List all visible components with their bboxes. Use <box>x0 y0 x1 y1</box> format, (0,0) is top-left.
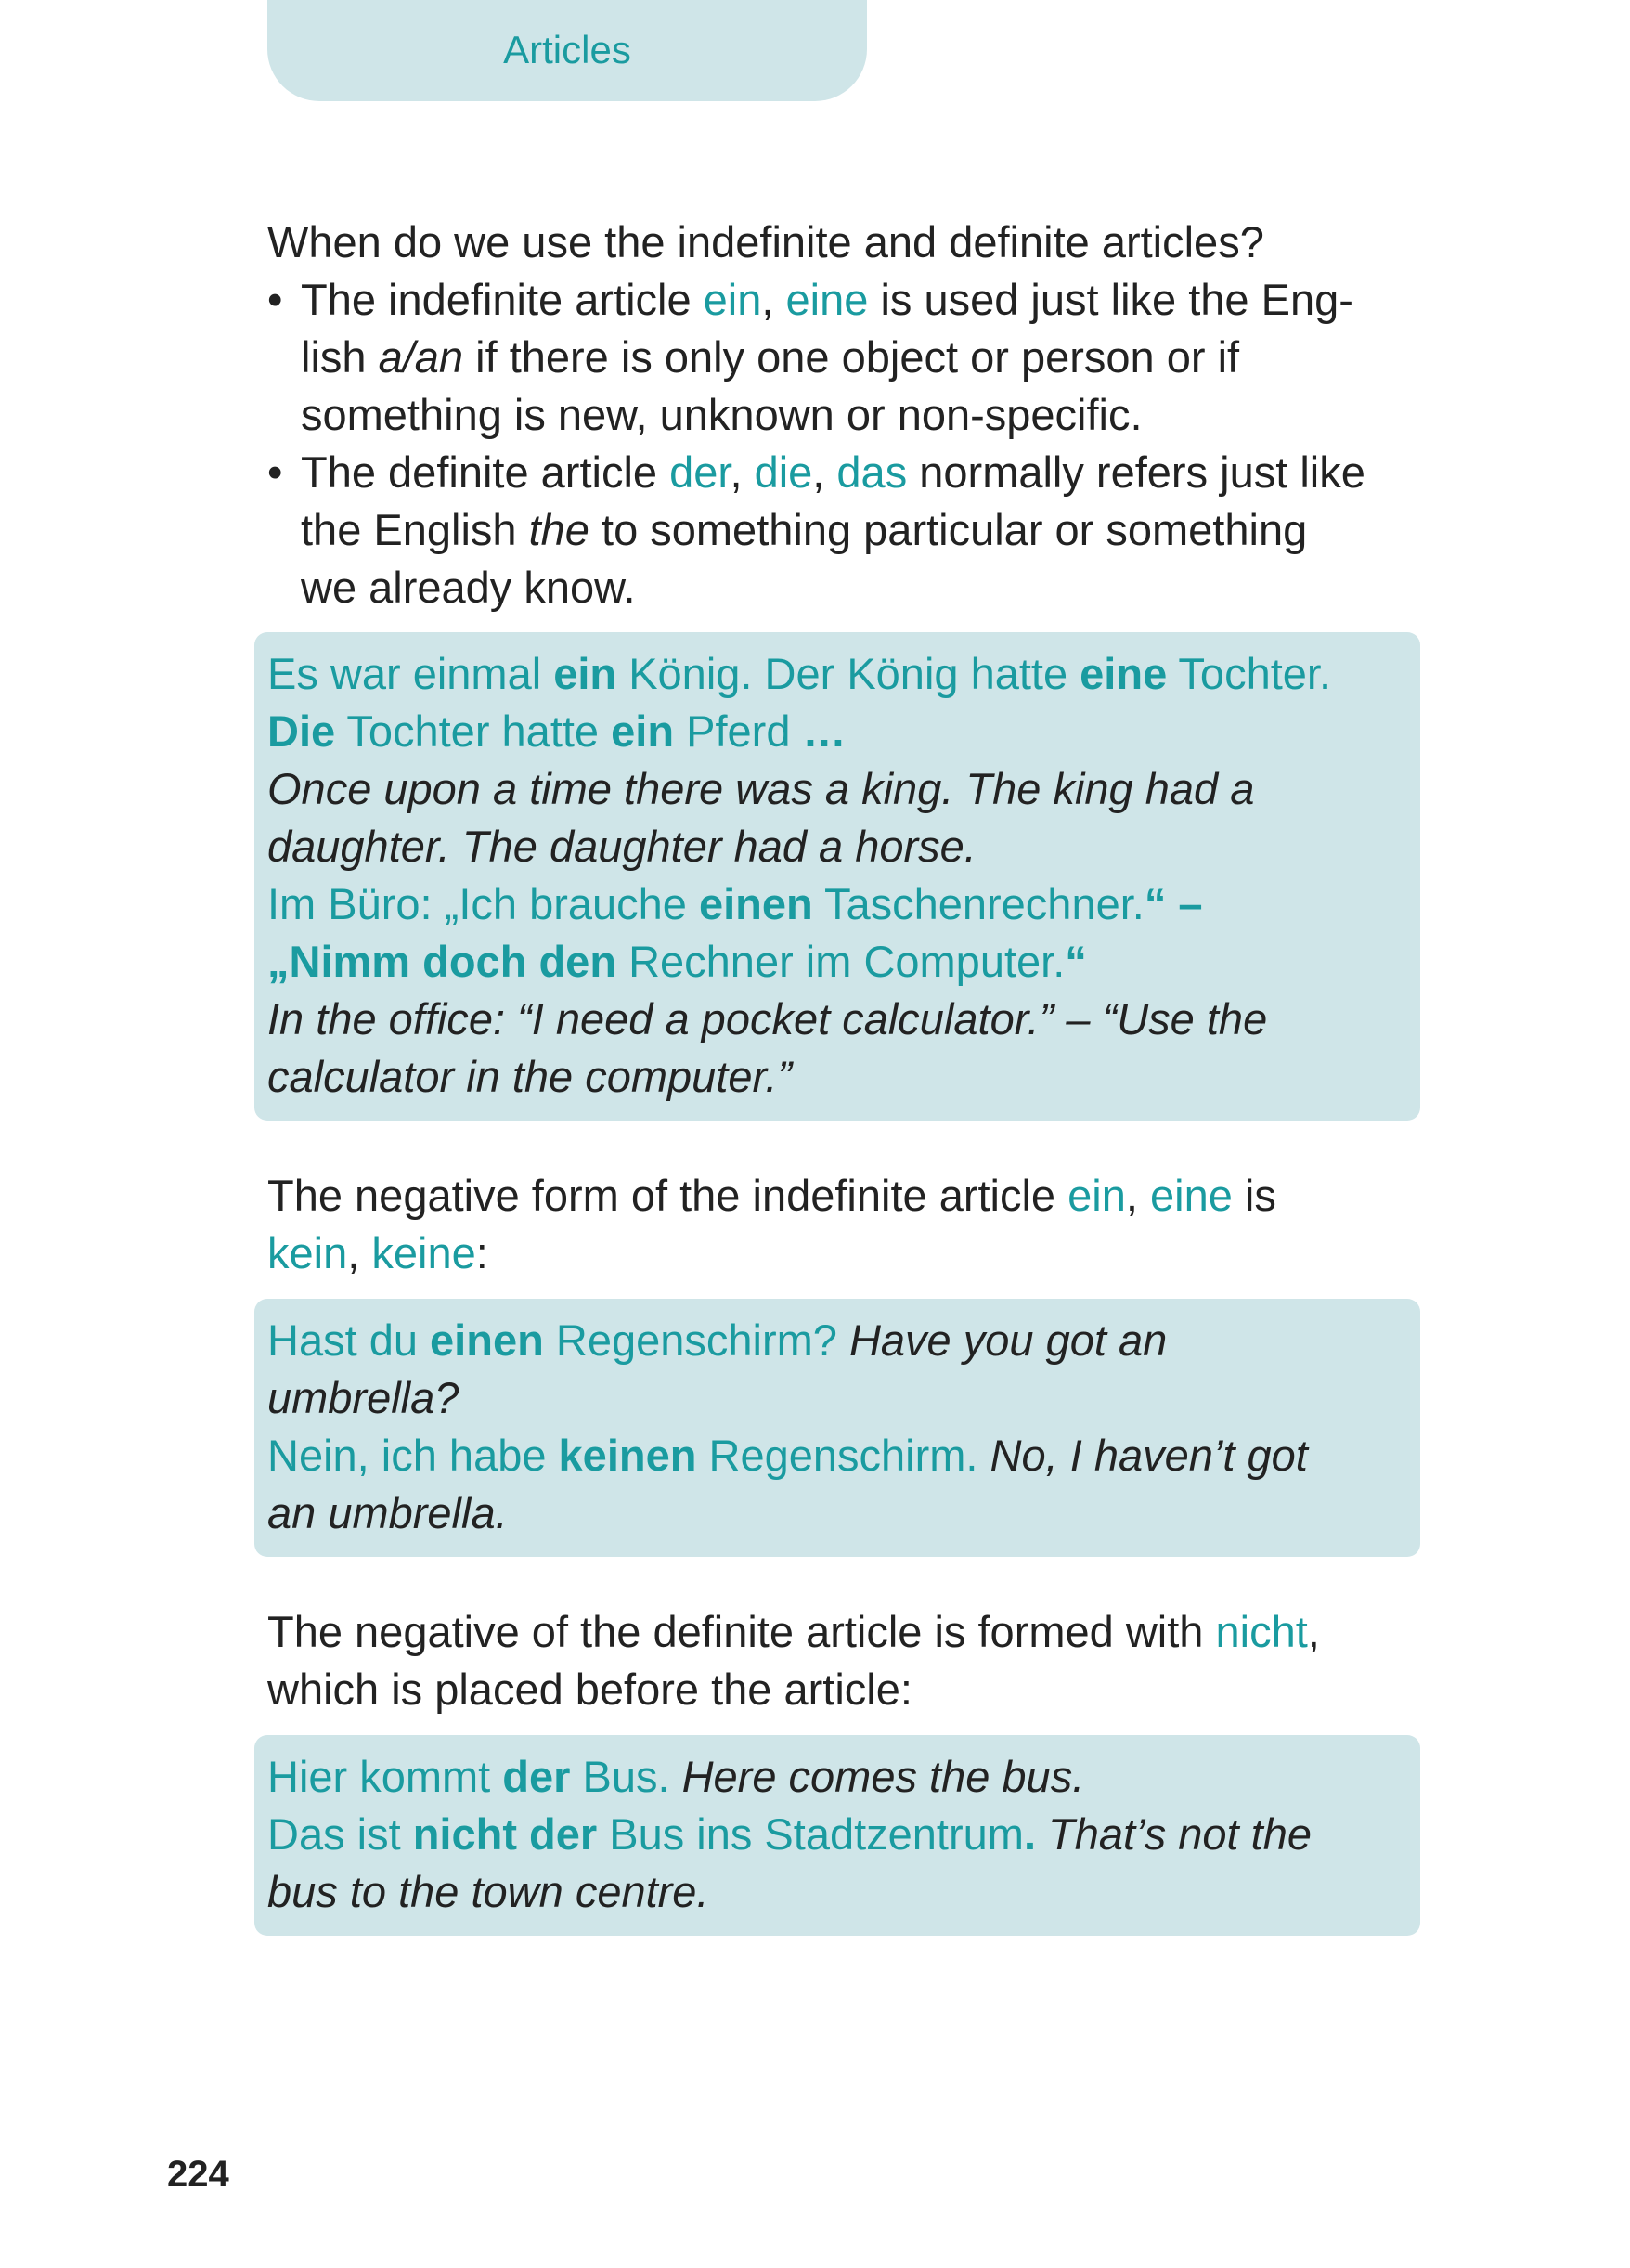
page-content <box>267 214 1423 1936</box>
german-text: Tochter. <box>1167 649 1332 698</box>
english-translation: That’s not the <box>1036 1809 1312 1859</box>
german-article: ein <box>553 649 617 698</box>
term-eine: eine <box>1150 1171 1233 1220</box>
text: to something particular or something <box>589 505 1308 554</box>
text: lish <box>301 332 379 382</box>
bullet-indefinite <box>267 271 1423 444</box>
german-text: Regenschirm. <box>696 1431 978 1480</box>
text: which is placed before the article: <box>267 1665 912 1714</box>
term-ein: ein <box>1067 1171 1126 1220</box>
german-punctuation: “ – <box>1144 879 1203 928</box>
text: , <box>1307 1607 1320 1656</box>
term-keine: keine <box>371 1228 476 1277</box>
german-text: ich habe <box>369 1431 559 1480</box>
term-kein: kein <box>267 1228 348 1277</box>
german-text: Taschenrechner. <box>812 879 1145 928</box>
text: if there is only one object or person or if <box>463 332 1240 382</box>
text: , <box>730 447 755 497</box>
text: the English <box>301 505 529 554</box>
text: is used just like the Eng- <box>868 275 1353 324</box>
term-der: der <box>669 447 731 497</box>
german-article: ein <box>611 706 675 756</box>
page-number: 224 <box>167 2154 229 2195</box>
english-translation: Once upon a time there was a king. The king had a <box>267 764 1255 813</box>
term-a-an: a/an <box>378 332 464 382</box>
bullet-dot-icon: • <box>267 447 283 497</box>
term-die: die <box>754 447 813 497</box>
german-punctuation: „Nimm doch <box>267 937 539 986</box>
english-translation: an umbrella. <box>267 1488 508 1537</box>
term-the: the <box>528 505 589 554</box>
text: , <box>1125 1171 1150 1220</box>
example-box-kein <box>254 1299 1420 1557</box>
english-translation: Have you got an <box>836 1315 1168 1365</box>
text: , <box>347 1228 372 1277</box>
english-translation: Here comes the bus. <box>669 1752 1085 1801</box>
text: something is new, unknown or non-specific. <box>301 390 1143 439</box>
english-translation: In the office: “I need a pocket calculator.” – “Use the <box>267 994 1268 1043</box>
german-article: nicht der <box>412 1809 598 1859</box>
term-eine: eine <box>785 275 869 324</box>
text: The definite article <box>301 447 670 497</box>
text: : <box>475 1228 488 1277</box>
german-article: einen <box>430 1315 544 1365</box>
german-text: König. Der König hatte <box>616 649 1080 698</box>
negative-definite-paragraph <box>267 1603 1423 1718</box>
german-punctuation: “ <box>1065 937 1087 986</box>
german-text: Es war einmal <box>267 649 554 698</box>
term-nicht: nicht <box>1215 1607 1308 1656</box>
german-text: Nein, <box>267 1431 369 1480</box>
english-translation: bus to the town centre. <box>267 1867 709 1916</box>
german-text: Bus. <box>570 1752 670 1801</box>
example-box-articles <box>254 632 1420 1121</box>
english-translation: No, I haven’t got <box>977 1431 1308 1480</box>
example-box-nicht <box>254 1735 1420 1936</box>
german-article: eine <box>1080 649 1168 698</box>
german-article: der <box>502 1752 571 1801</box>
german-article: einen <box>698 879 813 928</box>
intro-bullet-list <box>267 271 1423 616</box>
text: The negative form of the indefinite article <box>267 1171 1068 1220</box>
text: , <box>761 275 786 324</box>
german-text: Rechner im Computer. <box>616 937 1066 986</box>
text: The indefinite article <box>301 275 704 324</box>
text: is <box>1232 1171 1276 1220</box>
text: normally refers just like <box>907 447 1365 497</box>
ellipsis: … <box>802 706 847 756</box>
text: we already know. <box>301 563 636 612</box>
section-tab-label: Articles <box>503 28 631 71</box>
bullet-definite <box>267 444 1423 616</box>
english-translation: calculator in the computer.” <box>267 1052 793 1101</box>
german-text: Pferd <box>674 706 803 756</box>
german-text: Bus ins Stadtzentrum <box>597 1809 1024 1859</box>
german-article: den <box>538 937 617 986</box>
text: , <box>812 447 837 497</box>
german-text: Das ist <box>267 1809 413 1859</box>
bullet-dot-icon: • <box>267 275 283 324</box>
german-text: Hier kommt <box>267 1752 503 1801</box>
german-text: Tochter hatte <box>335 706 612 756</box>
term-das: das <box>836 447 908 497</box>
german-text: Regenschirm? <box>543 1315 837 1365</box>
german-article: keinen <box>558 1431 697 1480</box>
german-article: Die <box>267 706 336 756</box>
german-text: Im Büro: „Ich brauche <box>267 879 699 928</box>
negative-indefinite-paragraph <box>267 1167 1423 1282</box>
german-text: Hast du <box>267 1315 431 1365</box>
english-translation: umbrella? <box>267 1373 459 1422</box>
section-tab <box>267 0 867 101</box>
intro-question: When do we use the indefinite and definite articles? <box>267 217 1264 266</box>
term-ein: ein <box>703 275 762 324</box>
english-translation: daughter. The daughter had a horse. <box>267 822 977 871</box>
german-punctuation: . <box>1023 1809 1036 1859</box>
text: The negative of the definite article is formed with <box>267 1607 1216 1656</box>
